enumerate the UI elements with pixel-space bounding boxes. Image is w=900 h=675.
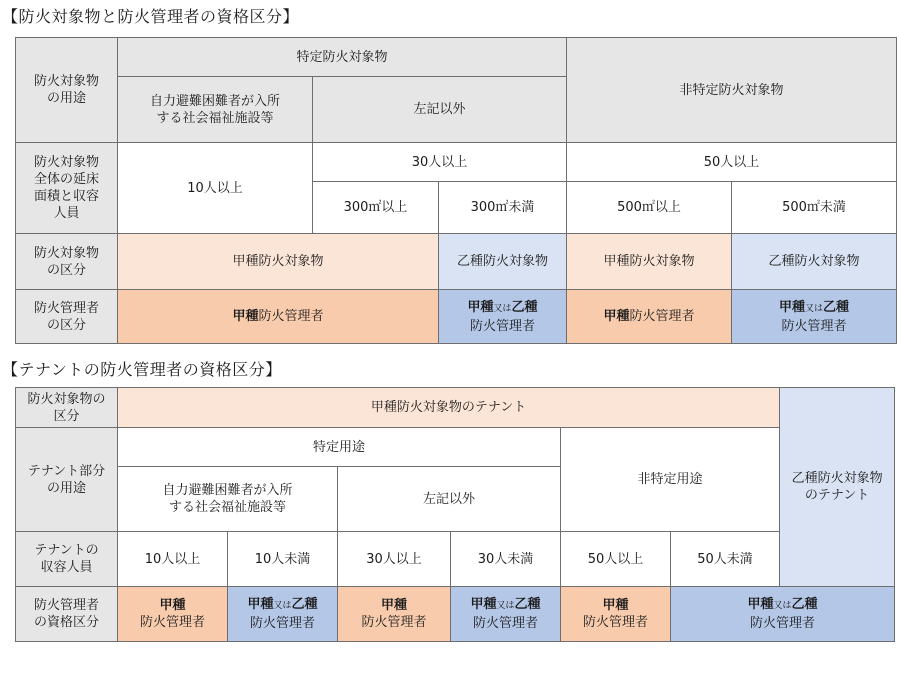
manager-kou-or-otsu-cell-wide: 甲種又は乙種 防火管理者 (671, 587, 895, 642)
non-specific-capacity-cell: 50人以上 (567, 143, 897, 182)
tenant-manager-qualification-table (15, 387, 895, 642)
capacity-cell: 50人未満 (671, 532, 780, 587)
fire-object-manager-qualification-table (15, 37, 897, 344)
kou-object-tenant-header: 甲種防火対象物のテナント (118, 388, 780, 428)
row-header-tenant-usage: テナント部分 の用途 (16, 428, 118, 532)
capacity-cell: 50人以上 (561, 532, 671, 587)
manager-class-kou-or-otsu-cell: 甲種又は乙種 防火管理者 (439, 290, 567, 344)
welfare-facility-header: 自力避難困難者が入所 する社会福祉施設等 (118, 77, 313, 143)
manager-kou-cell: 甲種 防火管理者 (338, 587, 451, 642)
object-class-otsu-cell-2: 乙種防火対象物 (732, 234, 897, 290)
manager-kou-cell: 甲種 防火管理者 (561, 587, 671, 642)
object-class-kou-cell-2: 甲種防火対象物 (567, 234, 732, 290)
area-under-300-cell: 300㎡未満 (439, 182, 567, 234)
row-header-usage: 防火対象物 の用途 (16, 38, 118, 143)
capacity-cell: 30人未満 (451, 532, 561, 587)
capacity-cell: 10人以上 (118, 532, 228, 587)
other-specific-header: 左記以外 (338, 467, 561, 532)
row-header-object-class: 防火対象物の 区分 (16, 388, 118, 428)
object-class-kou-cell: 甲種防火対象物 (118, 234, 439, 290)
manager-kou-or-otsu-cell: 甲種又は乙種 防火管理者 (451, 587, 561, 642)
row-header-object-class: 防火対象物 の区分 (16, 234, 118, 290)
specific-fire-object-header: 特定防火対象物 (118, 38, 567, 77)
row-header-manager-class: 防火管理者 の区分 (16, 290, 118, 344)
manager-class-kou-cell-2: 甲種防火管理者 (567, 290, 732, 344)
manager-kou-or-otsu-cell: 甲種又は乙種 防火管理者 (228, 587, 338, 642)
table1-title: 【防火対象物と防火管理者の資格区分】 (2, 7, 300, 26)
area-300-or-more-cell: 300㎡以上 (313, 182, 439, 234)
area-under-500-cell: 500㎡未満 (732, 182, 897, 234)
non-specific-usage-header: 非特定用途 (561, 428, 780, 532)
capacity-cell: 10人未満 (228, 532, 338, 587)
specific-other-capacity-cell: 30人以上 (313, 143, 567, 182)
welfare-capacity-cell: 10人以上 (118, 143, 313, 234)
row-header-manager-class: 防火管理者 の資格区分 (16, 587, 118, 642)
specific-usage-header: 特定用途 (118, 428, 561, 467)
object-class-otsu-cell: 乙種防火対象物 (439, 234, 567, 290)
manager-class-kou-cell: 甲種防火管理者 (118, 290, 439, 344)
manager-class-kou-or-otsu-cell-2: 甲種又は乙種 防火管理者 (732, 290, 897, 344)
row-header-area-capacity: 防火対象物 全体の延床 面積と収容 人員 (16, 143, 118, 234)
non-specific-fire-object-header: 非特定防火対象物 (567, 38, 897, 143)
welfare-facility-header: 自力避難困難者が入所 する社会福祉施設等 (118, 467, 338, 532)
other-specific-header: 左記以外 (313, 77, 567, 143)
otsu-object-tenant-cell: 乙種防火対象物 のテナント (780, 388, 895, 587)
area-500-or-more-cell: 500㎡以上 (567, 182, 732, 234)
capacity-cell: 30人以上 (338, 532, 451, 587)
row-header-tenant-capacity: テナントの 収容人員 (16, 532, 118, 587)
manager-kou-cell: 甲種 防火管理者 (118, 587, 228, 642)
table2-title: 【テナントの防火管理者の資格区分】 (2, 360, 282, 379)
